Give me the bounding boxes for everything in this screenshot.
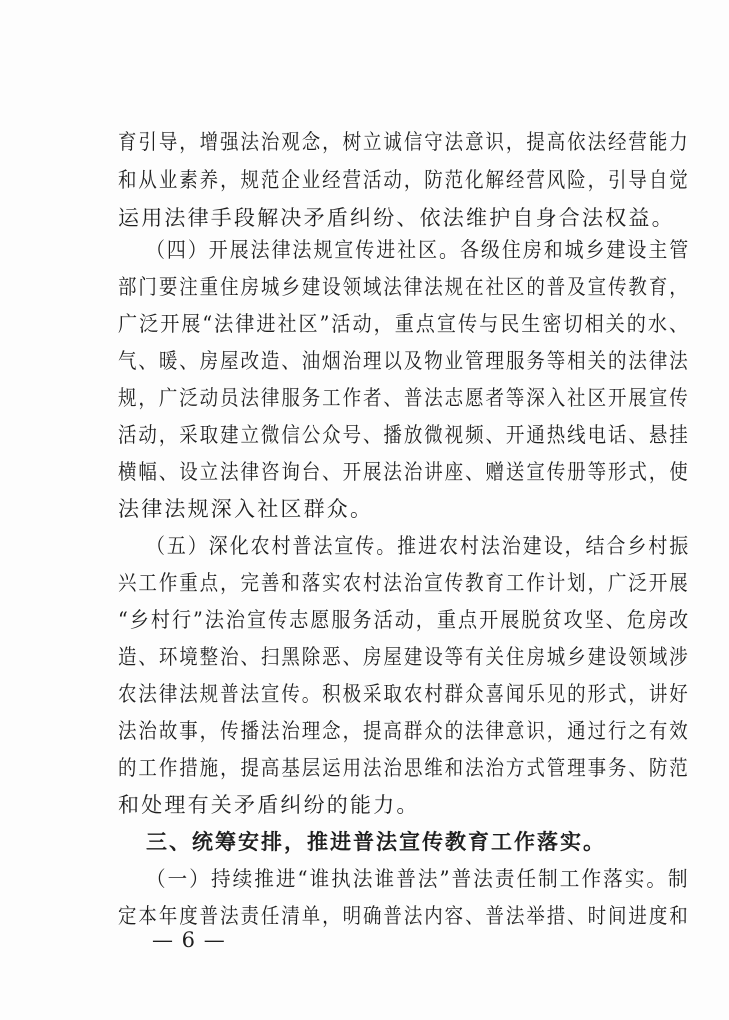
text-line: 运用法律手段解决矛盾纠纷、依法维护自身合法权益。 xyxy=(118,206,675,230)
text-line: 和从业素养，规范企业经营活动，防范化解经营风险，引导自觉 xyxy=(118,168,690,192)
section-heading: 三、统筹安排，推进普法宣传教育工作落实。 xyxy=(146,830,606,854)
text-line: 兴工作重点，完善和落实农村法治宣传教育工作计划，广泛开展 xyxy=(118,571,690,595)
text-line: 法律法规深入社区群众。 xyxy=(118,497,374,521)
text-line: 气、暖、房屋改造、油烟治理以及物业管理服务等相关的法律法 xyxy=(118,349,690,373)
text-line: “乡村行”法治宣传志愿服务活动，重点开展脱贫攻坚、危房改 xyxy=(118,608,691,632)
text-line: 活动，采取建立微信公众号、播放微视频、开通热线电话、悬挂 xyxy=(118,423,690,447)
page-number: — 6 — xyxy=(152,928,226,952)
text-line: 部门要注重住房城乡建设领域法律法规在社区的普及宣传教育， xyxy=(118,275,690,299)
text-line: 育引导，增强法治观念，树立诚信守法意识，提高依法经营能力 xyxy=(118,130,690,154)
text-line: 造、环境整治、扫黑除恶、房屋建设等有关住房城乡建设领域涉 xyxy=(118,645,690,669)
text-line: （五）深化农村普法宣传。推进农村法治建设，结合乡村振 xyxy=(146,534,691,558)
text-line: （四）开展法律法规宣传进社区。各级住房和城乡建设主管 xyxy=(146,238,691,262)
text-line: 法治故事，传播法治理念，提高群众的法律意识，通过行之有效 xyxy=(118,719,690,743)
text-line: 横幅、设立法律咨询台、开展法治讲座、赠送宣传册等形式，使 xyxy=(118,460,690,484)
text-line: 广泛开展“法律进社区”活动，重点宣传与民生密切相关的水、 xyxy=(118,312,691,336)
text-line: 的工作措施，提高基层运用法治思维和法治方式管理事务、防范 xyxy=(118,756,690,780)
text-line: （一）持续推进“谁执法谁普法”普法责任制工作落实。制 xyxy=(146,867,690,891)
text-line: 农法律法规普法宣传。积极采取农村群众喜闻乐见的形式，讲好 xyxy=(118,682,690,706)
text-line: 规，广泛动员法律服务工作者、普法志愿者等深入社区开展宣传 xyxy=(118,386,690,410)
text-line: 定本年度普法责任清单，明确普法内容、普法举措、时间进度和 xyxy=(118,904,690,928)
text-line: 和处理有关矛盾纠纷的能力。 xyxy=(118,793,420,817)
